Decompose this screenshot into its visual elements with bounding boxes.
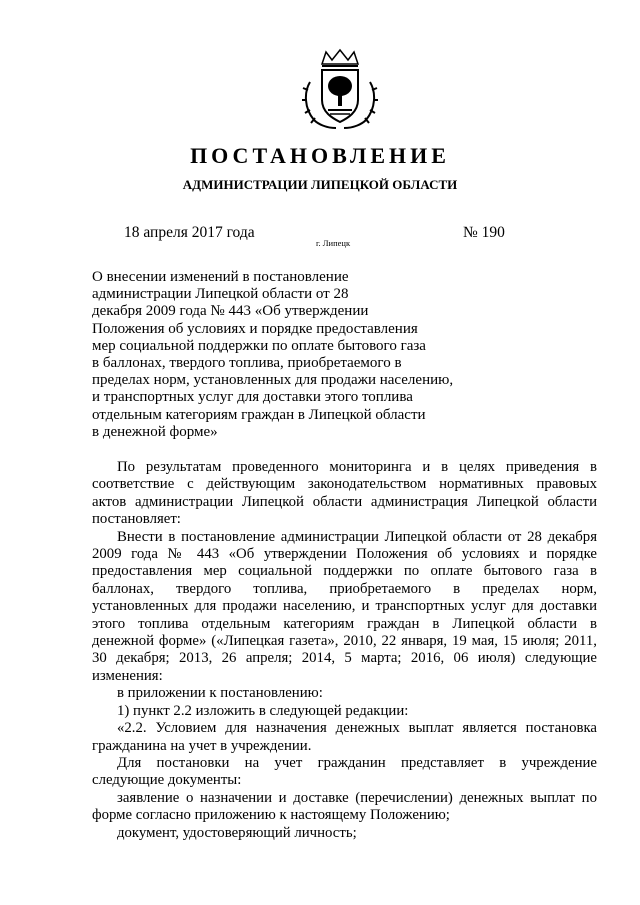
body-line: денежной форме» («Липецкая газета», 2010, 22 января, 19 мая, 15 июля; 2011, [92, 633, 597, 650]
body-line: По результатам проведенного мониторинга и в целях приведения в [117, 459, 597, 475]
document-city: г. Липецк [316, 238, 351, 248]
subject-line: О внесении изменений в постановление [92, 269, 349, 285]
body-line: «2.2. Условием для назначения денежных выплат является постановка [117, 720, 597, 737]
body-line: изменения: [92, 667, 163, 684]
body-line: 1) пункт 2.2 изложить в следующей редакции: [117, 702, 409, 719]
body-line: 2009 года № 443 «Об утверждении Положения об условиях и порядке [92, 546, 597, 563]
coat-of-arms-icon [300, 48, 380, 130]
body-line: установленных для продажи населению, и транспортных услуг для доставки [92, 598, 597, 615]
document-date: 18 апреля 2017 года [124, 224, 255, 241]
document-number: № 190 [463, 224, 505, 241]
document-title: ПОСТАНОВЛЕНИЕ [190, 143, 450, 168]
subject-line: и транспортных услуг для доставки этого топлива [92, 389, 413, 406]
paragraph-application [92, 790, 597, 825]
paragraph-preamble [92, 459, 597, 529]
body-line: Внести в постановление администрации Липецкой области от 28 декабря [117, 528, 597, 545]
body-line: 30 декабря; 2013, 26 апреля; 2014, 5 марта; 2016, 06 июля) следующие [92, 650, 597, 667]
paragraph-condition [92, 720, 597, 755]
subject-line: администрации Липецкой области от 28 [92, 286, 349, 303]
body-line: Для постановки на учет гражданин представляет в учреждение [117, 754, 597, 771]
body-line: гражданина на учет в учреждении. [92, 737, 312, 754]
subject-line: Положения об условиях и порядке предоставления [92, 320, 418, 337]
document-subject [92, 269, 482, 441]
subject-line: пределах норм, установленных для продажи населению, [92, 372, 454, 389]
body-line: в приложении к постановлению: [117, 685, 323, 702]
paragraph-documents [92, 755, 597, 790]
subject-line: в денежной форме» [92, 423, 218, 440]
body-line: предоставления мер социальной поддержки по оплате бытового газа в [92, 563, 597, 580]
body-line: заявление о назначении и доставке (перечислении) денежных выплат по [117, 789, 597, 806]
document-body [92, 459, 597, 842]
subject-line: мер социальной поддержки по оплате бытового газа [92, 337, 426, 354]
body-line: постановляет: [92, 511, 181, 528]
subject-line: отдельным категориям граждан в Липецкой области [92, 406, 426, 423]
issuing-authority: АДМИНИСТРАЦИИ ЛИПЕЦКОЙ ОБЛАСТИ [182, 177, 458, 192]
body-line: актов администрации Липецкой области администрация Липецкой области [92, 493, 597, 510]
body-line: соответствие с действующим законодательством нормативных правовых [92, 476, 597, 493]
body-line: форме согласно приложению к настоящему Положению; [92, 807, 450, 824]
paragraph-resolution [92, 529, 597, 686]
body-line: этого топлива отдельным категориям граждан в Липецкой области в [92, 615, 597, 632]
body-line: документ, удостоверяющий личность; [117, 824, 357, 841]
subject-line: в баллонах, твердого топлива, приобретаемого в [92, 355, 402, 372]
body-line: следующие документы: [92, 772, 242, 789]
subject-line: декабря 2009 года № 443 «Об утверждении [92, 303, 369, 320]
body-line: баллонах, твердого топлива, приобретаемого в пределах норм, [92, 580, 597, 597]
